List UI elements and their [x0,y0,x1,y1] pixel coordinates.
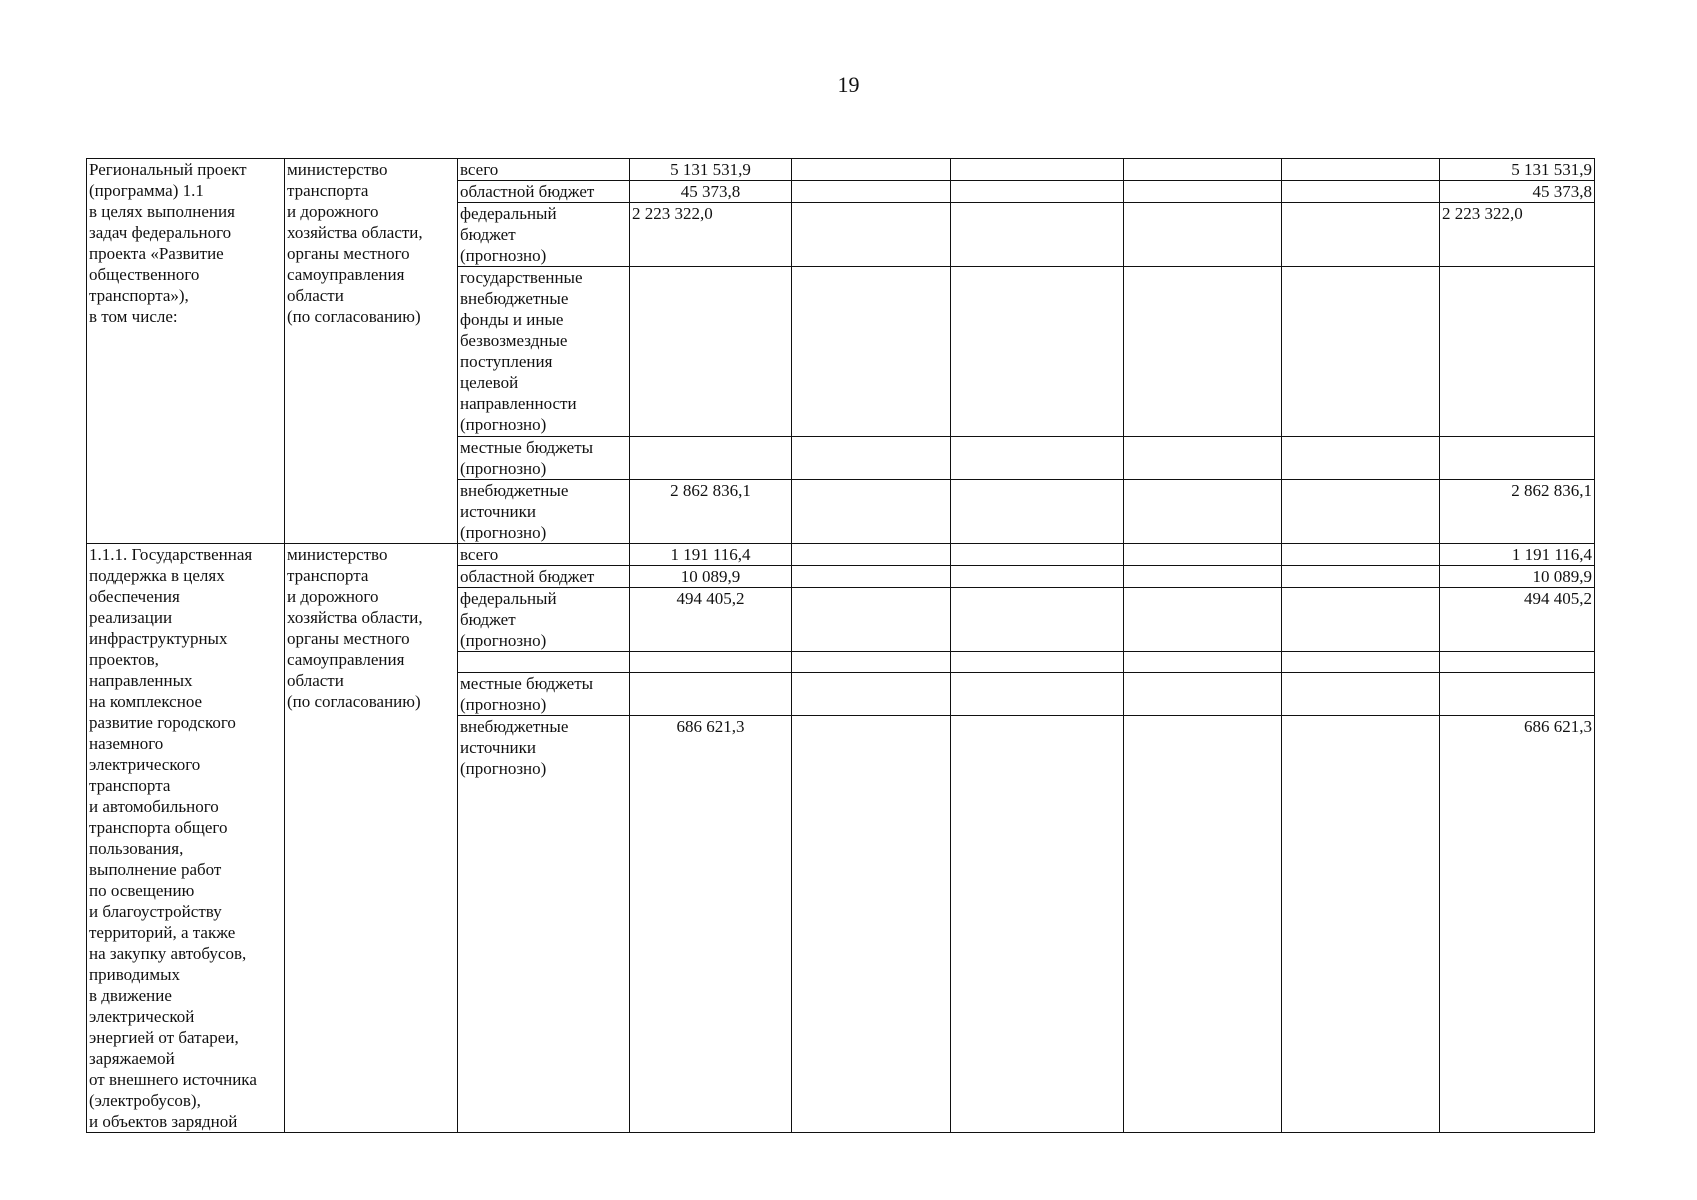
empty-cell [792,437,951,480]
empty-cell [1282,480,1440,544]
funding-source-cell: местные бюджеты (прогнозно) [458,437,630,480]
empty-cell [951,588,1124,652]
empty-cell [1282,159,1440,181]
funding-source-cell: внебюджетные источники (прогнозно) [458,480,630,544]
empty-cell [792,716,951,1133]
empty-cell [1124,544,1282,566]
empty-cell [1124,203,1282,267]
total-cell [1440,267,1595,437]
empty-cell [951,566,1124,588]
amount-cell: 10 089,9 [630,566,792,588]
empty-cell [1124,716,1282,1133]
funding-source-cell: всего [458,159,630,181]
empty-cell [1282,203,1440,267]
amount-cell: 2 862 836,1 [630,480,792,544]
empty-cell [1282,267,1440,437]
empty-cell [1282,181,1440,203]
amount-cell: 686 621,3 [630,716,792,1133]
empty-cell [1282,544,1440,566]
empty-cell [792,588,951,652]
empty-cell [951,159,1124,181]
empty-cell [1282,437,1440,480]
empty-cell [951,181,1124,203]
empty-cell [1124,267,1282,437]
amount-cell [630,267,792,437]
empty-cell [792,267,951,437]
empty-cell [1124,181,1282,203]
funding-source-cell [458,652,630,673]
project-name-cell: 1.1.1. Государственная поддержка в целях обеспечения реализации инфраструктурных проектов, направленных на комплексное развитие городского наземного электрического транспорта и автомобильного транспорта общего пользования, выполнение работ по освещению и благоустройству территорий, а также на закупку автобусов, приводимых в движение электрической энергией от батареи, заряжаемой от внешнего источника (электробусов), и объектов зарядной [87,544,285,1133]
amount-cell [630,673,792,716]
empty-cell [1282,673,1440,716]
executor-cell: министерство транспорта и дорожного хозяйства области, органы местного самоуправления области (по согласованию) [285,544,458,1133]
amount-cell: 2 223 322,0 [630,203,792,267]
empty-cell [1124,437,1282,480]
budget-table [86,158,1595,1133]
total-cell: 5 131 531,9 [1440,159,1595,181]
empty-cell [951,716,1124,1133]
empty-cell [951,203,1124,267]
empty-cell [1282,588,1440,652]
empty-cell [951,652,1124,673]
table-row [87,544,1595,566]
page-number: 19 [837,72,860,97]
empty-cell [792,652,951,673]
funding-source-cell: областной бюджет [458,181,630,203]
total-cell [1440,673,1595,716]
empty-cell [1124,159,1282,181]
total-cell: 10 089,9 [1440,566,1595,588]
empty-cell [951,544,1124,566]
empty-cell [951,437,1124,480]
empty-cell [1282,652,1440,673]
amount-cell: 494 405,2 [630,588,792,652]
table-row [87,159,1595,181]
total-cell: 2 862 836,1 [1440,480,1595,544]
executor-cell: министерство транспорта и дорожного хозяйства области, органы местного самоуправления области (по согласованию) [285,159,458,544]
funding-source-cell: государственные внебюджетные фонды и иные безвозмездные поступления целевой направленности (прогнозно) [458,267,630,437]
empty-cell [1124,652,1282,673]
amount-cell: 45 373,8 [630,181,792,203]
total-cell: 494 405,2 [1440,588,1595,652]
amount-cell: 5 131 531,9 [630,159,792,181]
total-cell: 2 223 322,0 [1440,203,1595,267]
funding-source-cell: всего [458,544,630,566]
funding-source-cell: местные бюджеты (прогнозно) [458,673,630,716]
total-cell: 1 191 116,4 [1440,544,1595,566]
funding-source-cell: федеральный бюджет (прогнозно) [458,588,630,652]
total-cell [1440,437,1595,480]
empty-cell [792,181,951,203]
empty-cell [1124,480,1282,544]
empty-cell [792,203,951,267]
empty-cell [792,480,951,544]
empty-cell [1282,716,1440,1133]
empty-cell [792,544,951,566]
amount-cell: 1 191 116,4 [630,544,792,566]
funding-source-cell: внебюджетные источники (прогнозно) [458,716,630,1133]
empty-cell [792,673,951,716]
empty-cell [792,159,951,181]
empty-cell [1282,566,1440,588]
empty-cell [1124,673,1282,716]
amount-cell [630,437,792,480]
total-cell: 686 621,3 [1440,716,1595,1133]
total-cell: 45 373,8 [1440,181,1595,203]
empty-cell [1124,588,1282,652]
funding-source-cell: федеральный бюджет (прогнозно) [458,203,630,267]
empty-cell [951,673,1124,716]
project-name-cell: Региональный проект (программа) 1.1 в целях выполнения задач федерального проекта «Развитие общественного транспорта»), в том числе: [87,159,285,544]
total-cell [1440,652,1595,673]
empty-cell [951,480,1124,544]
empty-cell [1124,566,1282,588]
empty-cell [792,566,951,588]
empty-cell [951,267,1124,437]
amount-cell [630,652,792,673]
funding-source-cell: областной бюджет [458,566,630,588]
